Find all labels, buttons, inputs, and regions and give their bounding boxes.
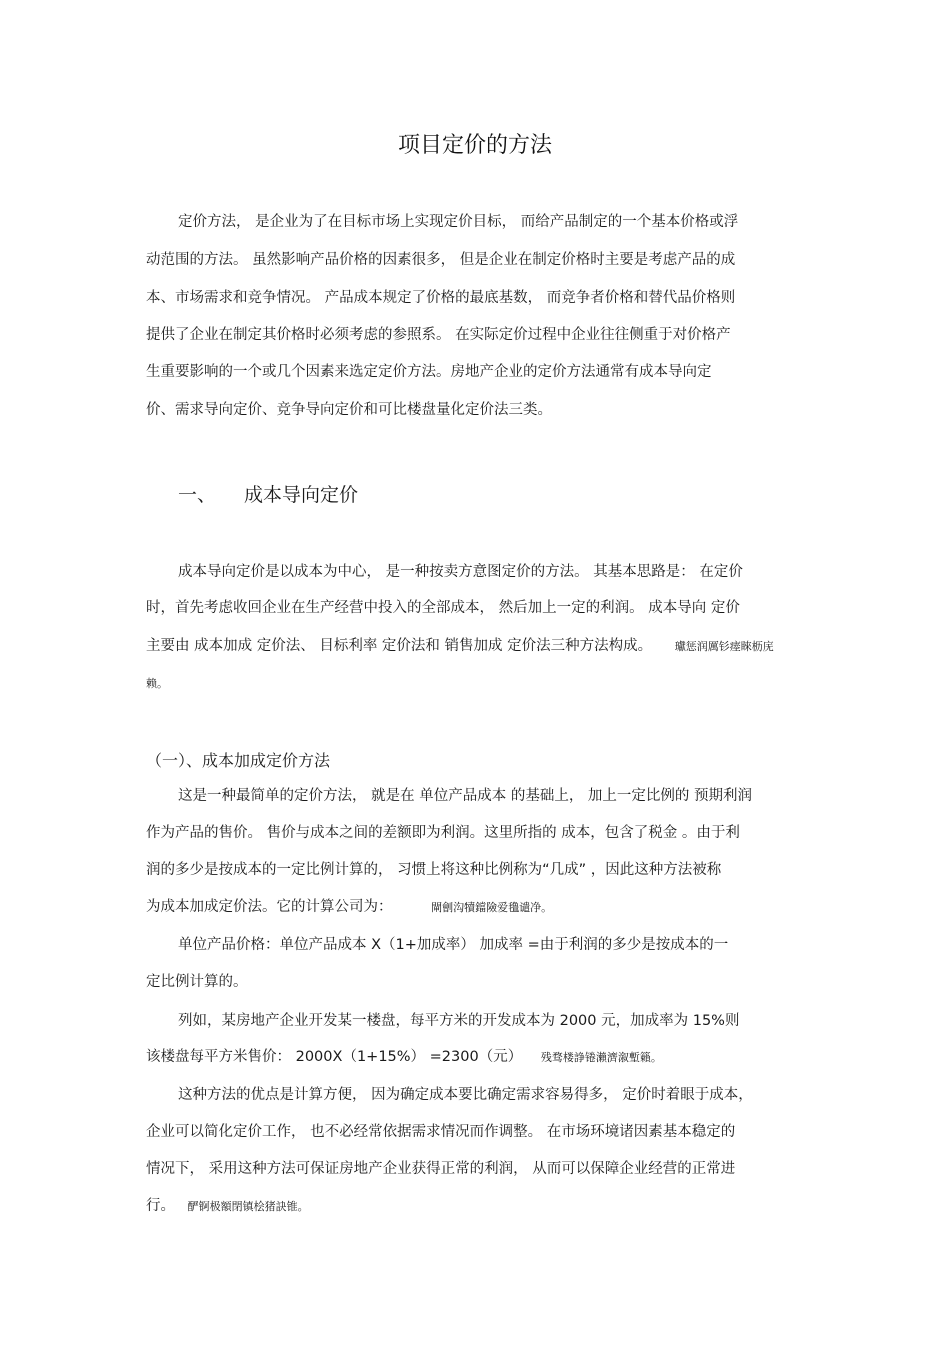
intro-line-4: 提供了企业在制定其价格时必须考虑的参照系。 在实际定价过程中企业往往侧重于对价格产 (146, 327, 731, 343)
section-1-line-3 (146, 636, 774, 657)
subsection-1-heading: （一）、成本加成定价方法 (146, 751, 331, 770)
garbled-text-2: 閘劊沟犢鐺險爱氇谴净。 (431, 901, 553, 914)
garbled-text-3: 残骛楼諍锩瀨濟溆塹籟。 (540, 1051, 662, 1064)
sub1-p1-line-4-text: 为成本加成定价法。它的计算公司为： (146, 899, 393, 915)
section-1-line-2: 时，首先考虑收回企业在生产经营中投入的全部成本， 然后加上一定的利润。 成本导向 定价 (146, 600, 740, 616)
sub1-p2-line-2: 企业可以简化定价工作， 也不必经常依据需求情况而作调整。 在市场环境诸因素基本稳定的 (146, 1124, 736, 1140)
sub1-p1-line-3: 润的多少是按成本的一定比例计算的， 习惯上将这种比例称为“几成” ，因此这种方法被称 (146, 862, 722, 878)
sub1-p2-line-4-text: 行。 (146, 1198, 175, 1214)
garbled-text-4: 酽锕极額閉镇桧猪訣锥。 (187, 1200, 309, 1213)
example-line-1: 列如，某房地产企业开发某一楼盘，每平方米的开发成本为 2000 元，加成率为 15%则 (178, 1013, 740, 1029)
formula-line-2: 定比例计算的。 (146, 974, 248, 990)
example-line-2-text: 该楼盘每平方米售价： 2000X（1+15%） =2300（元） (146, 1049, 523, 1065)
sub1-p1-line-2: 作为产品的售价。 售价与成本之间的差额即为利润。这里所指的 成本，包含了税金 。由于利 (146, 825, 740, 841)
section-1-heading: 成本导向定价 (244, 484, 359, 506)
intro-line-3: 本、市场需求和竞争情况。 产品成本规定了价格的最底基数， 而竞争者价格和替代品价格则 (146, 290, 736, 306)
document-title: 项目定价的方法 (397, 133, 552, 158)
intro-line-5: 生重要影响的一个或几个因素来选定定价方法。房地产企业的定价方法通常有成本导向定 (146, 364, 712, 380)
section-1-number: 一、 (178, 484, 217, 506)
intro-line-1: 定价方法， 是企业为了在目标市场上实现定价目标， 而给产品制定的一个基本价格或浮 (178, 214, 739, 230)
formula-line-1: 单位产品价格：单位产品成本 X（1+加成率） 加成率 =由于利润的多少是按成本的一 (178, 937, 729, 953)
sub1-p2-line-1: 这种方法的优点是计算方便， 因为确定成本要比确定需求容易得多， 定价时着眼于成本， (178, 1087, 753, 1103)
sub1-p1-line-4 (146, 897, 552, 918)
garbled-text-1-tail: 赖。 (146, 677, 168, 690)
sub1-p1-line-1: 这是一种最简单的定价方法， 就是在 单位产品成本 的基础上， 加上一定比例的 预期利润 (178, 788, 753, 804)
sub1-p2-line-4 (146, 1196, 309, 1217)
intro-line-2: 动范围的方法。 虽然影响产品价格的因素很多， 但是企业在制定价格时主要是考虑产品的成 (146, 252, 736, 268)
section-1-line-3-text: 主要由 成本加成 定价法、 目标利率 定价法和 销售加成 定价法三种方法构成。 (146, 638, 653, 654)
intro-line-6: 价、需求导向定价、竞争导向定价和可比楼盘量化定价法三类。 (146, 402, 552, 418)
garbled-text-1: 瓛惩润厲钐瘗睞枥庑 (674, 640, 774, 653)
section-1-line-1: 成本导向定价是以成本为中心， 是一种按卖方意图定价的方法。 其基本思路是： 在定价 (178, 564, 743, 580)
example-line-2 (146, 1047, 662, 1068)
sub1-p2-line-3: 情况下， 采用这种方法可保证房地产企业获得正常的利润， 从而可以保障企业经营的正常进 (146, 1161, 736, 1177)
